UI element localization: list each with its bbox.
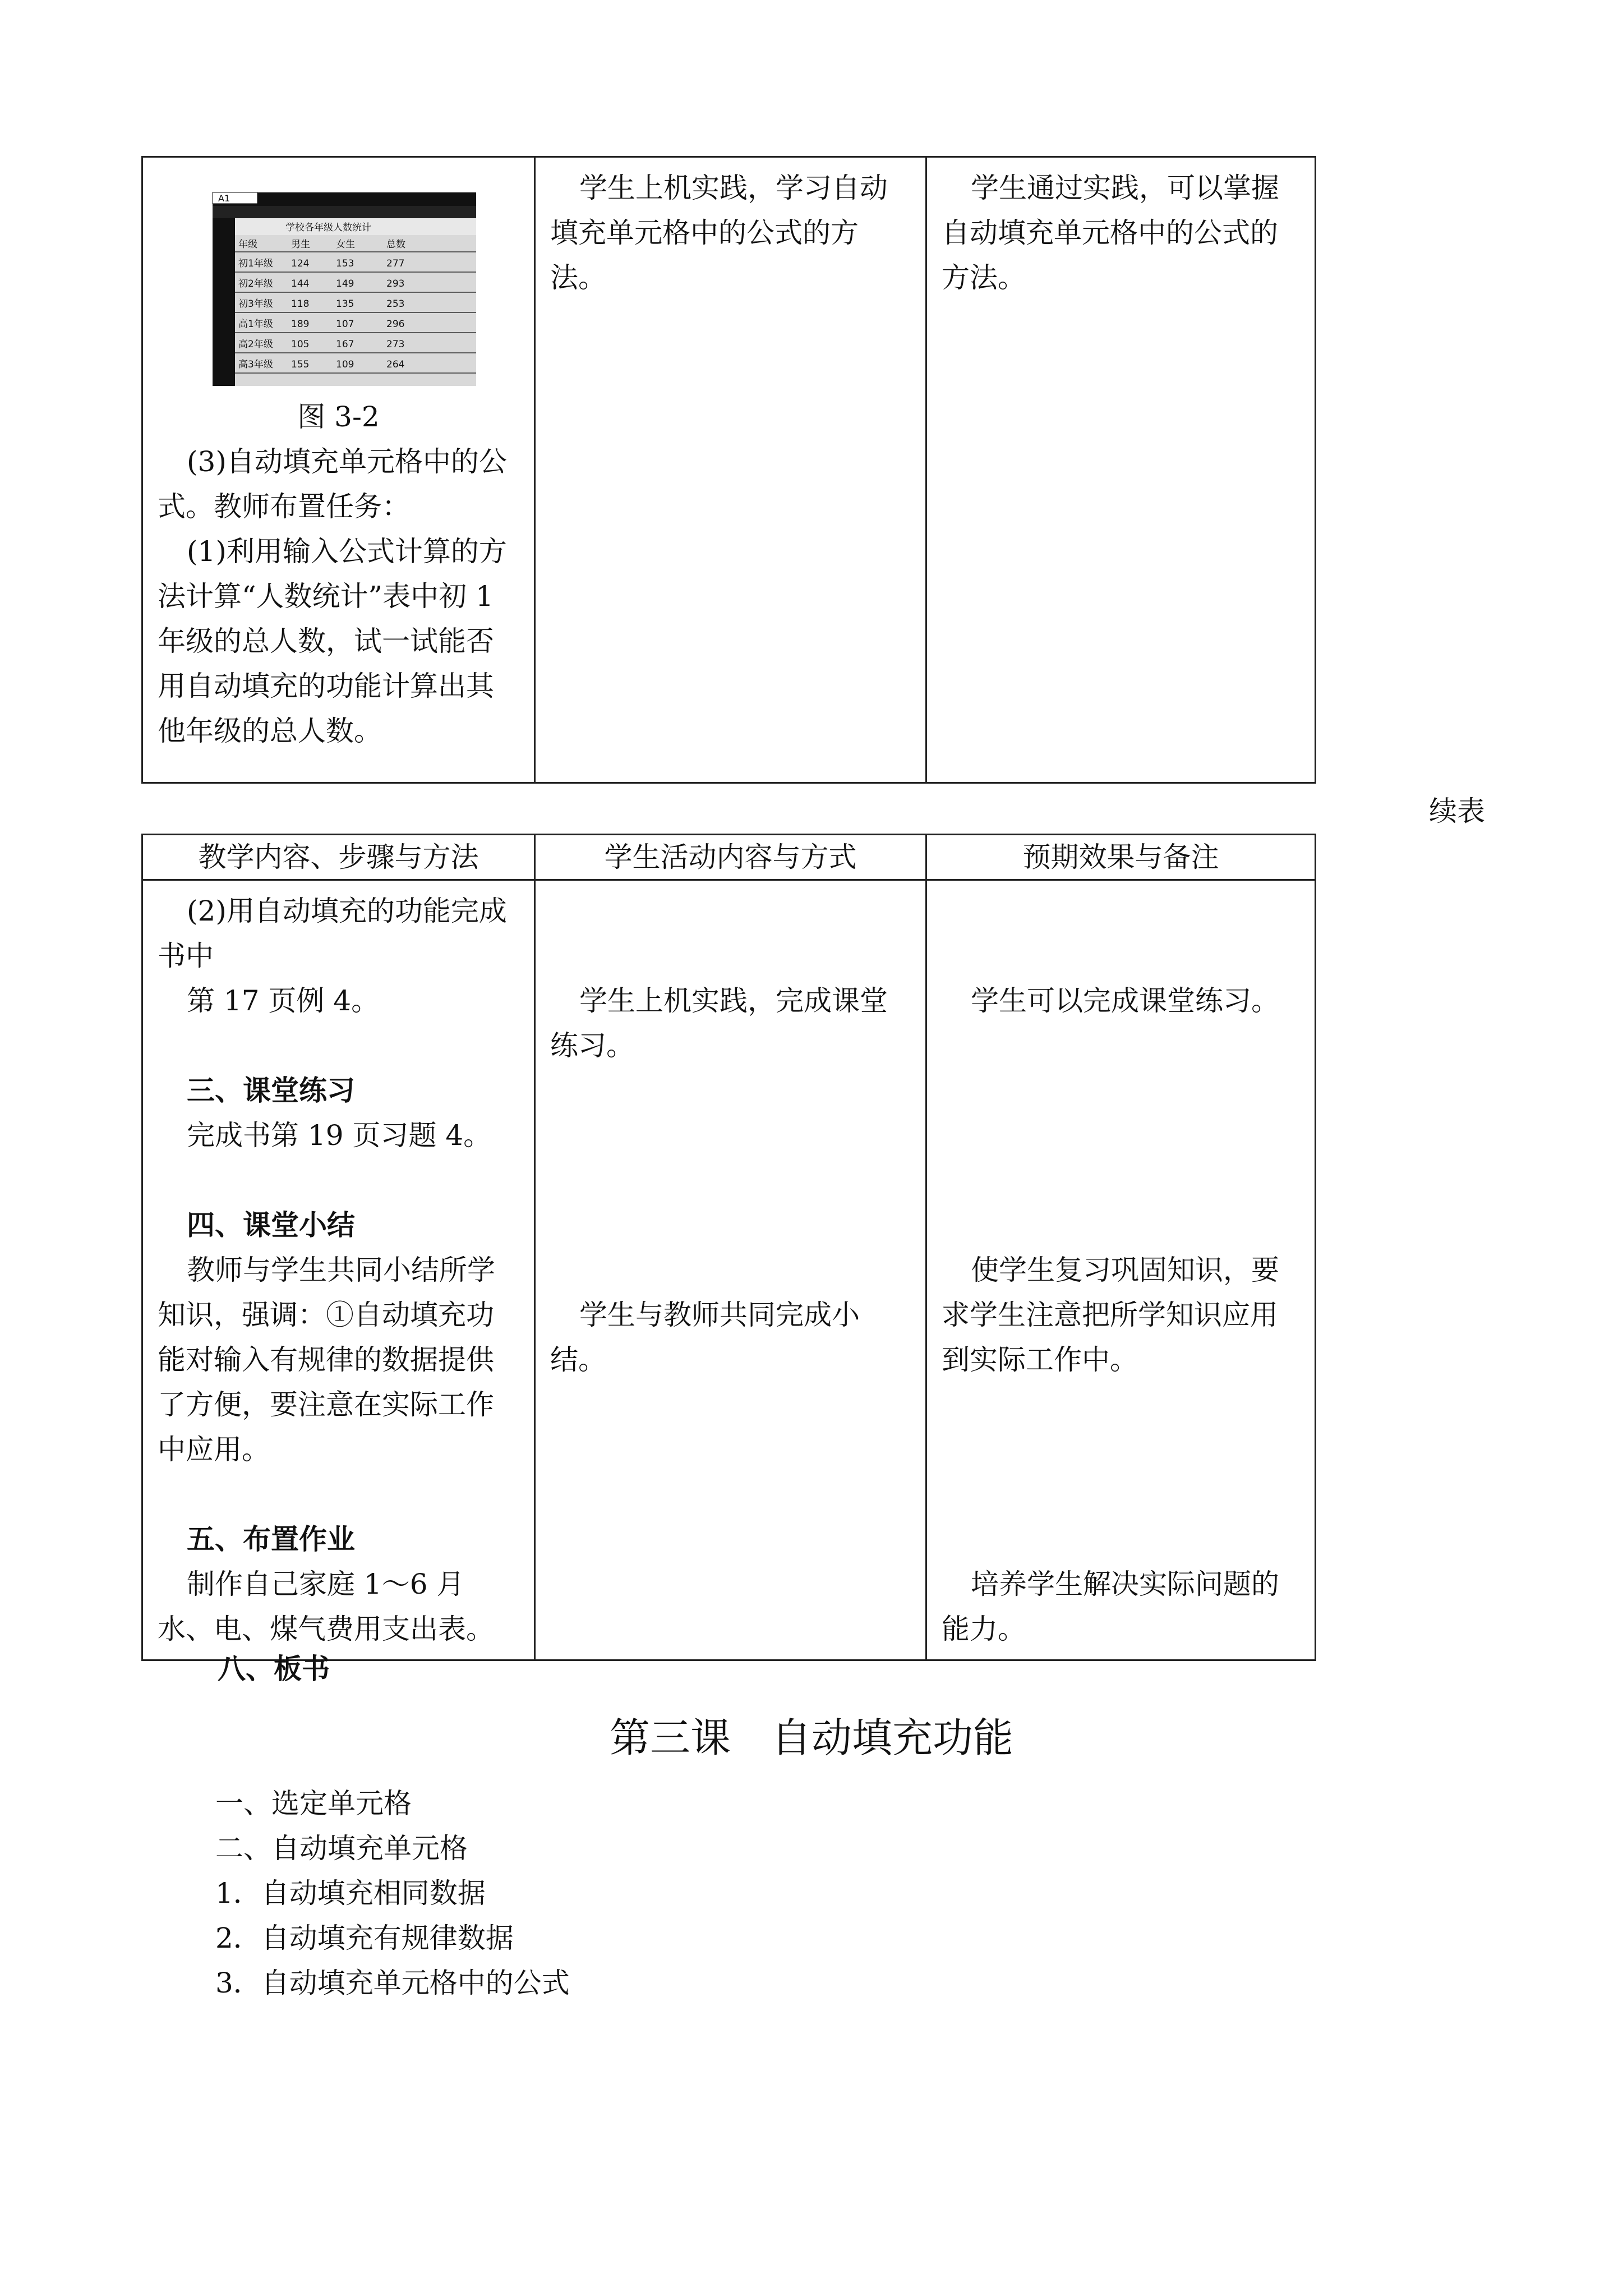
board-heading: 八、板书 <box>218 1652 330 1685</box>
figure-cell: 高3年级 <box>238 359 273 370</box>
section-4-text: 教师与学生共同小结所学知识，强调：①自动填充功能对输入有规律的数据提供了方便，要注意在实际工作中应用。 <box>158 1254 495 1466</box>
figure-cell: 293 <box>386 278 405 289</box>
effect-practice: 学生可以完成课堂练习。 <box>971 984 1279 1017</box>
figure-cell: 149 <box>336 278 354 289</box>
figure-cell: 107 <box>336 319 354 330</box>
activity-practice: 学生上机实践，完成课堂练习。 <box>550 984 888 1062</box>
continued-label: 续表 <box>1429 795 1485 827</box>
header-content: 教学内容、步骤与方法 <box>142 835 535 880</box>
figure-cell: 273 <box>386 339 405 350</box>
figure-cell: 118 <box>291 298 310 310</box>
board-item-4: 2．自动填充有规律数据 <box>215 1922 514 1954</box>
figure-cell: 264 <box>386 359 405 370</box>
figure-cell: 277 <box>386 258 405 269</box>
effect-text: 学生通过实践，可以掌握自动填充单元格中的公式的方法。 <box>942 172 1279 294</box>
figure-cell: 109 <box>336 359 354 370</box>
figure-header: 女生 <box>336 239 355 250</box>
board-outline <box>215 1781 570 2005</box>
figure-header: 总数 <box>386 239 405 250</box>
figure-cell: 167 <box>336 339 354 350</box>
figure-cell: 初2年级 <box>238 278 273 289</box>
cell-ref: A1 <box>218 193 230 204</box>
activity-column <box>535 157 926 783</box>
board-item-2: 二、自动填充单元格 <box>215 1832 468 1865</box>
content-line-1: (3)自动填充单元格中的公式。教师布置任务： <box>158 445 507 523</box>
effect-column <box>926 157 1316 783</box>
effect-summary: 使学生复习巩固知识，要求学生注意把所学知识应用到实际工作中。 <box>942 1254 1279 1376</box>
figure-title: 学校各年级人数统计 <box>285 222 371 233</box>
figure-cell: 高2年级 <box>238 339 273 350</box>
board-item-5: 3．自动填充单元格中的公式 <box>215 1967 570 1999</box>
figure-cell: 296 <box>386 319 405 330</box>
content-column <box>142 880 535 1660</box>
item-2-line-1: (2)用自动填充的功能完成书中 <box>158 895 507 972</box>
lesson-title: 第三课 自动填充功能 <box>609 1714 1013 1761</box>
item-2-line-2: 第 17 页例 4。 <box>187 984 380 1017</box>
figure-cell: 初1年级 <box>238 258 273 269</box>
lesson-table-part1 <box>141 156 1316 784</box>
figure-cell: 189 <box>291 319 310 330</box>
figure-cell: 105 <box>291 339 310 350</box>
figure-cell: 155 <box>291 359 310 370</box>
activity-column <box>535 880 926 1660</box>
figure-cell: 153 <box>336 258 354 269</box>
section-5-text: 制作自己家庭 1～6 月水、电、煤气费用支出表。 <box>158 1568 494 1645</box>
board-item-1: 一、选定单元格 <box>215 1787 412 1820</box>
figure-cell: 135 <box>336 298 354 310</box>
figure-header: 年级 <box>238 239 257 250</box>
figure-cell: 253 <box>386 298 405 310</box>
section-3-text: 完成书第 19 页习题 4。 <box>187 1119 492 1152</box>
content-line-2: (1)利用输入公式计算的方法计算“人数统计”表中初 1 年级的总人数，试一试能否用自动填充的功能计算出其他年级的总人数。 <box>158 535 507 747</box>
effect-column <box>926 880 1316 1660</box>
figure-cell: 144 <box>291 278 310 289</box>
figure-caption: 图 3-2 <box>297 401 380 433</box>
header-effect: 预期效果与备注 <box>926 835 1316 880</box>
content-column <box>142 157 535 783</box>
lesson-table-part2 <box>141 834 1316 1661</box>
board-item-3: 1．自动填充相同数据 <box>215 1877 486 1910</box>
figure-cell: 124 <box>291 258 310 269</box>
header-activity: 学生活动内容与方式 <box>535 835 926 880</box>
section-3-title: 三、课堂练习 <box>187 1074 355 1107</box>
section-5-title: 五、布置作业 <box>187 1522 355 1556</box>
activity-text: 学生上机实践，学习自动填充单元格中的公式的方法。 <box>550 172 888 294</box>
section-4-title: 四、课堂小结 <box>187 1208 355 1241</box>
spreadsheet-figure <box>201 170 482 394</box>
figure-cell: 高1年级 <box>238 319 273 330</box>
effect-homework: 培养学生解决实际问题的能力。 <box>942 1568 1279 1645</box>
activity-summary: 学生与教师共同完成小结。 <box>550 1299 860 1376</box>
figure-header: 男生 <box>291 239 310 250</box>
figure-cell: 初3年级 <box>238 298 273 310</box>
